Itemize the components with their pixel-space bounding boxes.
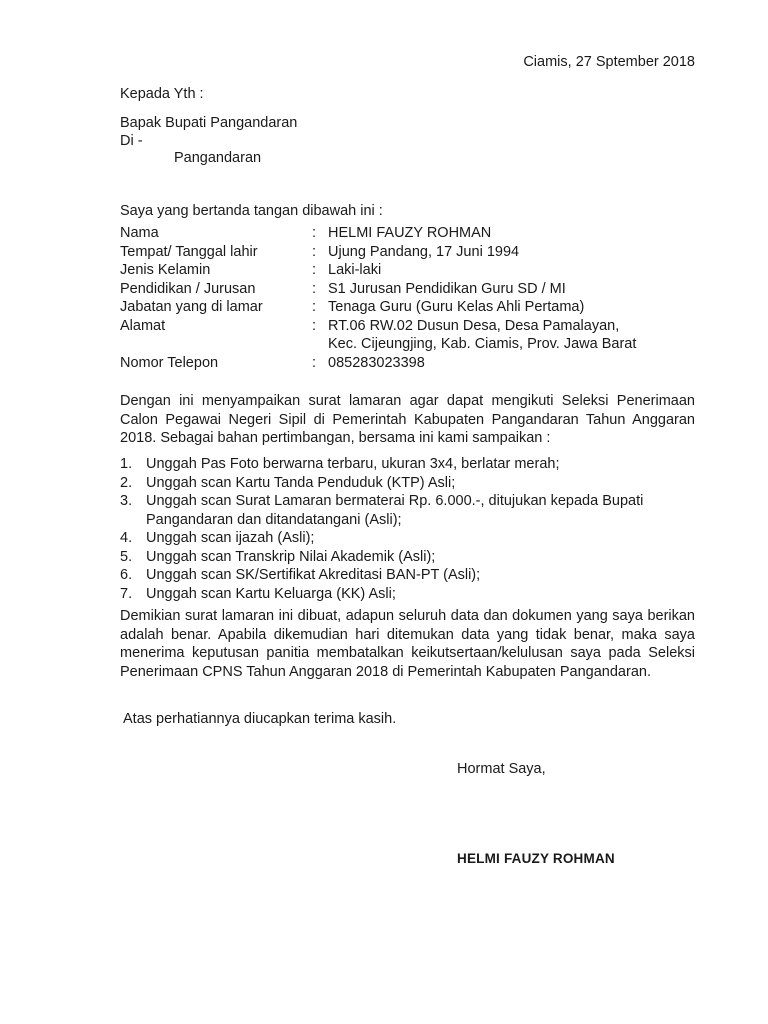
info-value: 085283023398 — [328, 354, 425, 371]
paragraph-request: Dengan ini menyampaikan surat lamaran agar dapat mengikuti Seleksi Penerimaan Calon Pegawai Negeri Sipil di Pemerintah Kabupaten Pangandaran Tahun Anggaran 2018. Sebagai bahan pertimbangan, bersama ini kami sampaikan : — [120, 393, 695, 446]
info-label: Nama — [120, 225, 159, 241]
info-row-name — [120, 224, 680, 243]
list-text: Unggah Pas Foto berwarna terbaru, ukuran 3x4, berlatar merah; — [146, 456, 560, 472]
info-row-birth — [120, 243, 680, 262]
info-value: RT.06 RW.02 Dusun Desa, Desa Pamalayan, — [328, 317, 620, 334]
list-number: 3. — [120, 493, 133, 509]
recipient-di: Di - — [120, 133, 143, 149]
list-item — [120, 474, 695, 493]
info-row-address — [120, 317, 680, 336]
list-item — [120, 455, 695, 474]
intro-text: Saya yang bertanda tangan dibawah ini : — [120, 203, 383, 219]
info-row-position — [120, 298, 680, 317]
recipient-name: Bapak Bupati Pangandaran — [120, 115, 298, 131]
info-colon: : — [312, 299, 317, 315]
list-number: 7. — [120, 585, 133, 602]
info-row-phone — [120, 354, 680, 373]
list-number: 6. — [120, 567, 133, 583]
info-value: Ujung Pandang, 17 Juni 1994 — [328, 243, 520, 260]
list-number: 1. — [120, 456, 133, 472]
list-text: Unggah scan Transkrip Nilai Akademik (Asli); — [146, 548, 436, 565]
info-row-address-cont — [120, 335, 680, 354]
applicant-info — [120, 224, 680, 372]
recipient-place: Pangandaran — [174, 150, 262, 166]
info-label: Alamat — [120, 317, 166, 334]
info-value: Laki-laki — [328, 262, 382, 278]
list-text: Unggah scan Kartu Tanda Penduduk (KTP) Asli; — [146, 474, 456, 491]
info-colon: : — [312, 225, 317, 241]
list-item — [120, 529, 695, 548]
attachment-list — [120, 455, 695, 603]
info-value: S1 Jurusan Pendidikan Guru SD / MI — [328, 280, 566, 297]
list-text: Unggah scan ijazah (Asli); — [146, 530, 315, 546]
info-value: HELMI FAUZY ROHMAN — [328, 225, 492, 241]
info-colon-blank — [312, 335, 328, 354]
paragraph-declaration: Demikian surat lamaran ini dibuat, adapun seluruh data dan dokumen yang saya berikan adalah benar. Apabila dikemudian hari ditemukan data yang tidak benar, maka saya menerima keputusan panitia membatalkan keikutsertaan/kelulusan saya pada Seleksi Penerimaan CPNS Tahun Anggaran 2018 di Pemerintah Kabupaten Pangandaran. — [120, 608, 695, 680]
info-label: Jabatan yang di lamar — [120, 299, 263, 315]
info-row-gender — [120, 261, 680, 280]
list-item — [120, 492, 695, 529]
info-colon: : — [312, 262, 317, 278]
list-item — [120, 585, 695, 604]
place-date: Ciamis, 27 Sptember 2018 — [523, 54, 695, 70]
list-text: Unggah scan Kartu Keluarga (KK) Asli; — [146, 585, 396, 602]
list-number: 2. — [120, 474, 133, 491]
list-number: 5. — [120, 548, 133, 565]
closing-text: Hormat Saya, — [457, 761, 546, 777]
list-text: Unggah scan Surat Lamaran bermaterai Rp. 6.000.-, ditujukan kepada Bupati Pangandaran dan ditandatangani (Asli); — [146, 493, 644, 528]
list-number: 4. — [120, 530, 133, 546]
info-label: Pendidikan / Jurusan — [120, 280, 256, 297]
info-value: Kec. Cijeungjing, Kab. Ciamis, Prov. Jawa Barat — [328, 336, 637, 352]
info-label: Jenis Kelamin — [120, 262, 211, 278]
info-row-education — [120, 280, 680, 299]
thanks-text: Atas perhatiannya diucapkan terima kasih. — [123, 711, 397, 727]
list-item — [120, 566, 695, 585]
info-colon: : — [312, 280, 317, 297]
recipient-salutation: Kepada Yth : — [120, 86, 204, 102]
list-text: Unggah scan SK/Sertifikat Akreditasi BAN-PT (Asli); — [146, 567, 481, 583]
info-value: Tenaga Guru (Guru Kelas Ahli Pertama) — [328, 299, 585, 315]
info-label — [120, 335, 312, 354]
info-colon: : — [312, 243, 317, 260]
info-label: Nomor Telepon — [120, 354, 219, 371]
info-label: Tempat/ Tanggal lahir — [120, 243, 258, 260]
list-item — [120, 548, 695, 567]
info-colon: : — [312, 317, 317, 334]
signer-name: HELMI FAUZY ROHMAN — [457, 851, 615, 866]
info-colon: : — [312, 354, 317, 371]
